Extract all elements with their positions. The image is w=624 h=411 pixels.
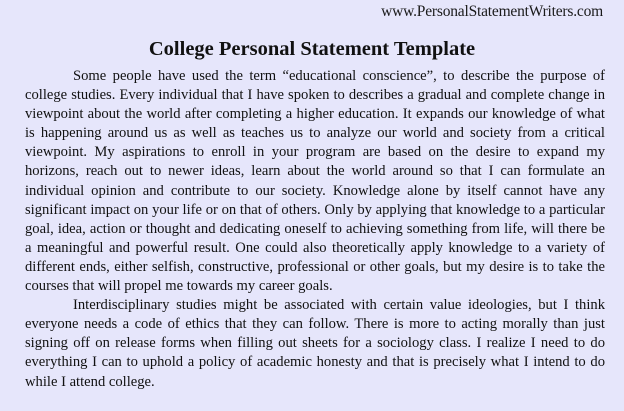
document-title: College Personal Statement Template (148, 38, 476, 60)
paragraph-1: Some people have used the term “educational conscience”, to describe the purpose of college studies. Every individual that I have spoken to describes a gradual and complete change in viewpoint about the world after completing a higher education. It expands our knowledge of what is happening around us as well as teaches us to analyze our world and society from a critical viewpoint. My aspirations to enroll in your program are based on the desire to expand my horizons, reach out to newer ideas, learn about the world around so that I can formulate an individual opinion and contribute to our society. Knowledge alone by itself cannot have any significant impact on your life or on that of others. Only by applying that knowledge to a particular goal, idea, action or thought and dedicating oneself to achieving something from life, will there be a meaningful and powerful result. One could also theoretically apply knowledge to a variety of different ends, either selfish, constructive, professional or other goals, but my desire is to take the courses that will propel me towards my career goals. (25, 68, 605, 295)
paragraph-2: Interdisciplinary studies might be associated with certain value ideologies, but I think everyone needs a code of ethics that they can follow. There is more to acting morally than just signing off on release forms when filling out sheets for a sociology class. I realize I need to do everything I can to uphold a policy of academic honesty and that is precisely what I intend to do while I attend college. (25, 297, 605, 390)
site-url: www.PersonalStatementWriters.com (381, 3, 603, 20)
document-body (25, 67, 605, 392)
